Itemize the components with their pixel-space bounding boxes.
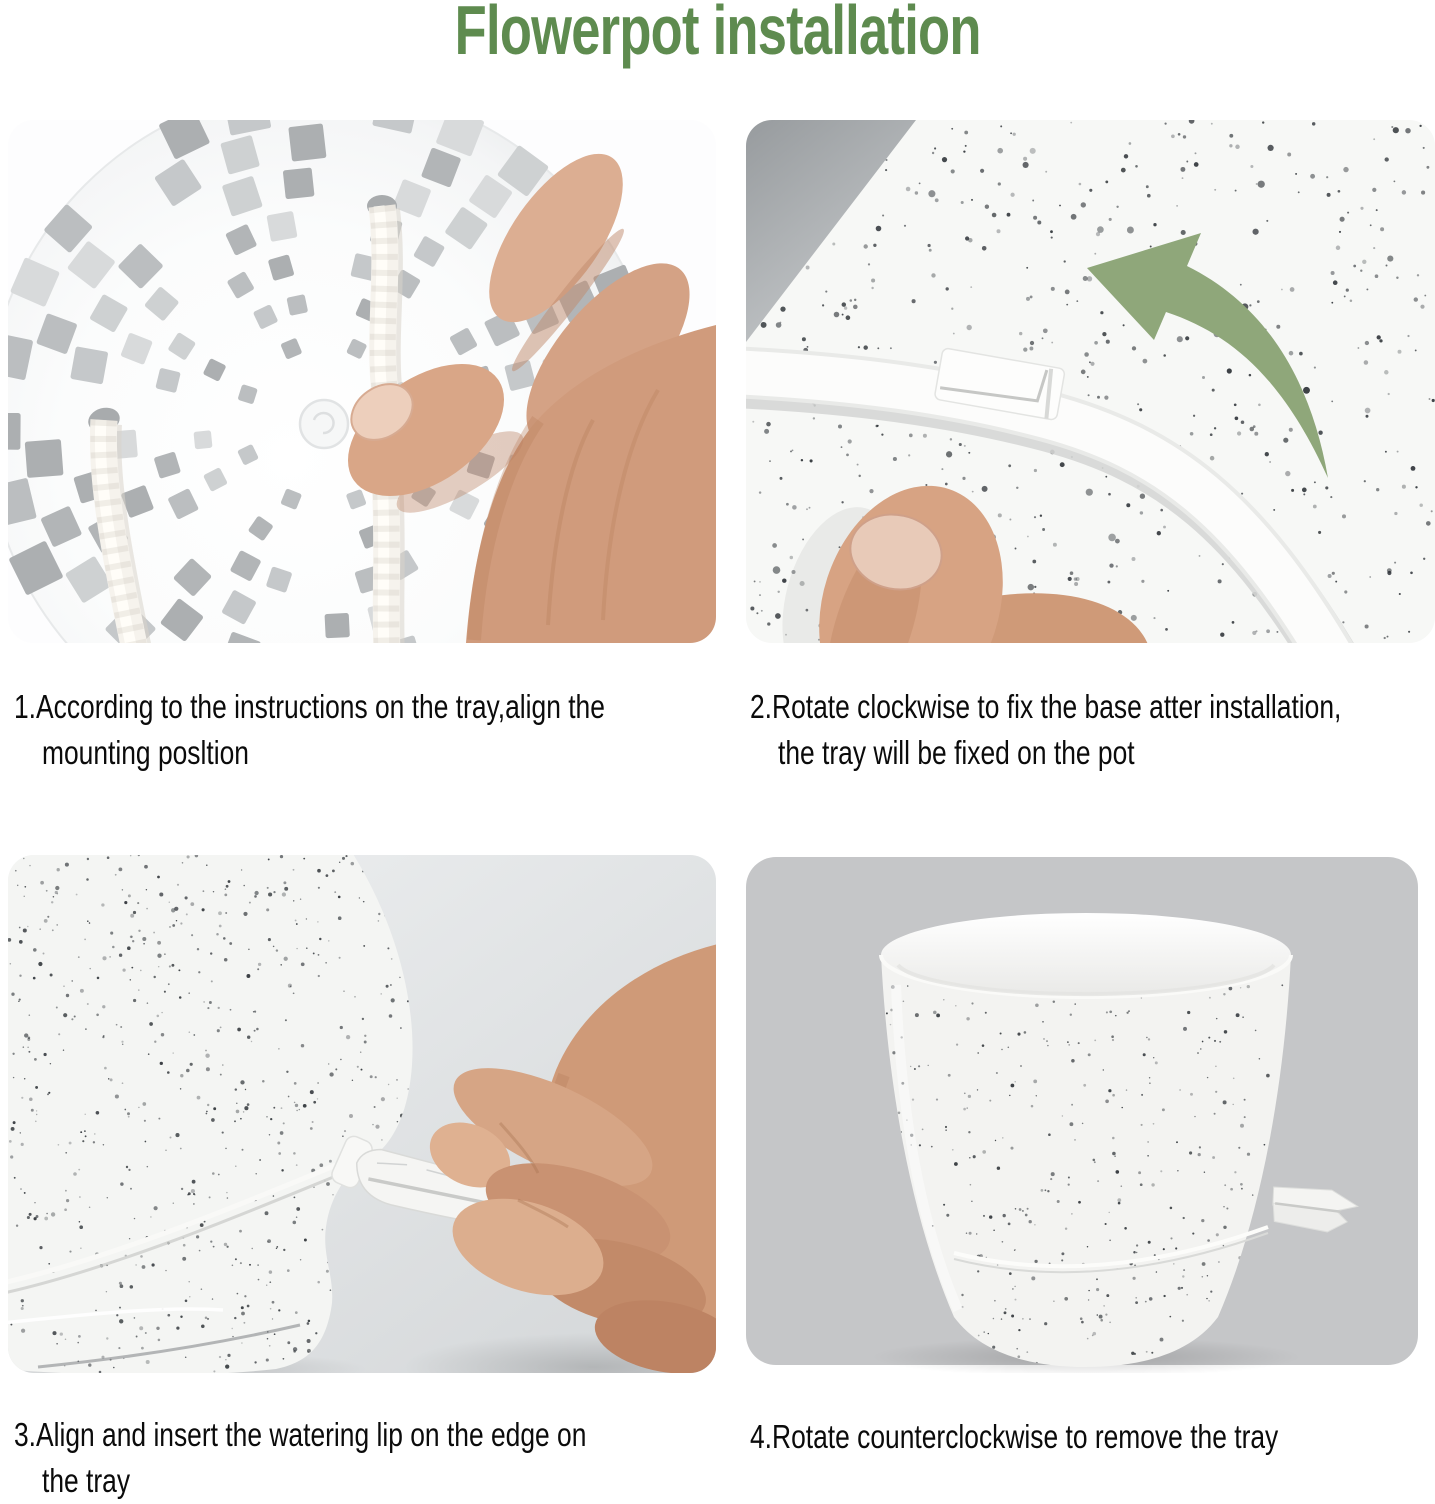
step1-caption-line1: 1.According to the instructions on the tray,align the [14,688,605,725]
step4-photo [746,855,1435,1373]
step3-caption-line2: the tray [42,1462,131,1499]
step2-photo [746,120,1435,643]
step2-caption [750,684,1341,776]
step4-caption-line1: 4.Rotate counterclockwise to remove the tray [750,1418,1279,1455]
step1-caption [14,684,605,776]
insert-watering-lip-illustration [8,855,716,1373]
page-header [0,0,1435,69]
step3-caption-line1: 3.Align and insert the watering lip on the edge on [14,1416,587,1453]
step2-caption-line2: the tray will be fixed on the pot [778,734,1135,771]
step2-caption-line1: 2.Rotate clockwise to fix the base atter installation, [750,688,1342,725]
step4-caption [750,1414,1278,1460]
rotate-clockwise-illustration [746,120,1435,643]
step1-photo [8,120,716,643]
drainage-tray-illustration [8,120,716,643]
step3-caption [14,1412,586,1504]
step1-caption-line2: mounting posltion [42,734,249,771]
page-title: Flowerpot installation [454,0,981,69]
finished-pot-illustration [746,855,1435,1373]
tray-center-emblem [300,400,348,448]
step3-photo [8,855,716,1373]
